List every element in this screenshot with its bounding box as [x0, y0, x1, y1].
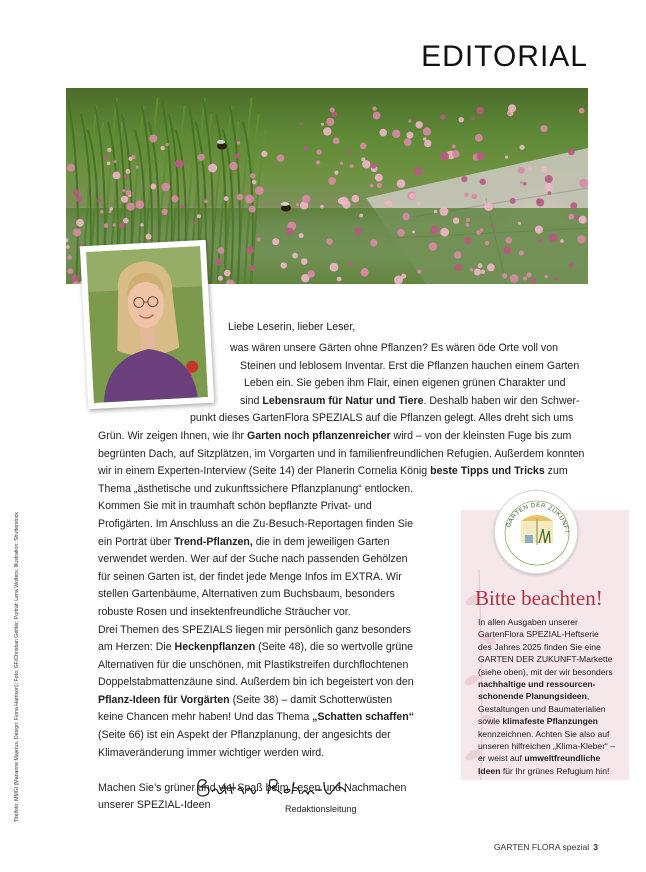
body-line: (Seite 66) ist ein Aspekt der Pflanzplanung, der angesichts der: [98, 729, 391, 742]
info-box-line: er weist auf umweltfreundliche: [478, 753, 601, 764]
body-line: wir in einem Experten-Interview (Seite 14) der Planerin Cornelia König beste Tipps und Tricks zum: [98, 465, 568, 478]
body-line: Leben ein. Sie geben ihm Flair, einen eigenen grünen Charakter und: [244, 377, 566, 390]
body-line: was wären unsere Gärten ohne Pflanzen? Es wären öde Orte voll von: [230, 342, 559, 354]
body-line: für seinen Garten ist, der findet jede Menge Infos im EXTRA. Wir: [98, 570, 402, 583]
greeting: Liebe Leserin, lieber Leser,: [228, 321, 356, 333]
info-box-line: unseren hilfreichen „Klima-Kleber“ –: [478, 741, 616, 752]
page-number: 3: [593, 842, 598, 852]
badge-icon: [495, 491, 579, 575]
info-box-line: GartenFlora SPEZIAL-Heftserie: [478, 629, 599, 640]
body-line: stellen Gartenbäume, Alternativen zum Buchsbaum, besonders: [98, 588, 395, 601]
page-title: EDITORIAL: [421, 40, 588, 73]
info-box-line: kennzeichnen. Achten Sie also auf: [478, 728, 610, 739]
body-line: am Herzen: Die Heckenpflanzen (Seite 48), die so wertvolle grüne: [98, 641, 414, 654]
info-box-line: nachhaltige und ressourcen-: [478, 679, 596, 690]
info-box-line: (siehe oben), mit der wir besonders: [478, 666, 613, 677]
body-line: keine Chancen mehr haben! Und das Thema „Schatten schaffen“: [98, 711, 415, 724]
info-box-line: Ideen für Ihr grünes Refugium hin!: [478, 765, 610, 776]
signature-role: Redaktionsleitung: [285, 804, 357, 814]
body-line: Kommen Sie mit in traumhaft schön bepflanzte Privat- und: [98, 500, 372, 513]
body-line: Drei Themen des SPEZIALS liegen mir persönlich ganz besonders: [98, 623, 412, 636]
body-line: punkt dieses GartenFlora SPEZIALS auf die Pflanzen gelegt. Alles dreht sich ums: [190, 412, 574, 425]
body-line: Klimaveränderung immer wichtiger werden wird.: [98, 746, 325, 759]
body-line: Machen Sie’s grüner und viel Spaß beim Lesen und Nachmachen: [98, 781, 407, 794]
badge-label: GARTEN DER ZUKUNFT: [505, 501, 571, 535]
info-box-line: sowie klimafeste Pflanzungen: [478, 716, 598, 727]
photo-credits: Titelfoto: MMGI (Marianne Majerus, Design: Fiona Harrison); Foto: GF/Christian Gehler; Porträt: Lena Wolters; Illustration: Shutterstock: [14, 512, 20, 822]
body-line: ein Porträt über Trend-Pflanzen, die in dem jeweiligen Garten: [98, 535, 390, 548]
handwritten-signature: [190, 772, 350, 804]
garten-der-zukunft-badge: [494, 490, 578, 574]
body-line: sind Lebensraum für Natur und Tiere. Deshalb haben wir den Schwer-: [240, 394, 580, 407]
body-line: Steinen und leblosem Inventar. Erst die Pflanzen hauchen einem Garten: [240, 359, 580, 372]
body-line: verwendet werden. Wer auf der Suche nach passenden Gehölzen: [98, 553, 408, 566]
body-line: Profigärten. Im Anschluss an die Zu-Besuch-Reportagen finden Sie: [98, 517, 414, 530]
publication-name: GARTEN FLORA spezial: [493, 842, 590, 852]
info-box-line: des Jahres 2025 finden Sie eine: [478, 641, 601, 652]
body-line: robuste Rosen und insektenfreundliche Sträucher vor.: [98, 605, 351, 618]
info-box-line: schonende Planungsideen,: [478, 691, 590, 702]
body-line: begrünten Dach, auf Sitzplätzen, im Vorgarten und in familienfreundlichen Refugien. Außerdem konnten: [98, 447, 585, 460]
body-line: Thema „ästhetische und zukunftssichere Pflanzplanung“ entlocken.: [98, 482, 414, 495]
info-box-line: Gestaltungen und Baumaterialien: [478, 703, 606, 714]
body-line: Doppelstabmattenzäune sind. Außerdem bin ich begeistert von den: [98, 676, 414, 689]
body-line: unserer SPEZIAL-Ideen: [98, 799, 211, 812]
body-line: Grün. Wir zeigen Ihnen, wie Ihr Garten noch pflanzenreicher wird – von der kleinsten Fuge bis zum: [98, 429, 572, 442]
page-footer: [494, 842, 598, 852]
info-box-text: [478, 616, 615, 777]
info-box-line: GARTEN DER ZUKUNFT-Markette: [478, 654, 613, 665]
info-box-line: In allen Ausgaben unserer: [478, 617, 578, 627]
info-box-title: Bitte beachten!: [475, 586, 603, 610]
body-line: Pflanz-Ideen für Vorgärten (Seite 38) – damit Schotterwüsten: [98, 693, 393, 706]
body-line: Alternativen für die unschönen, mit Plastikstreifen durchflochtenen: [98, 658, 409, 671]
